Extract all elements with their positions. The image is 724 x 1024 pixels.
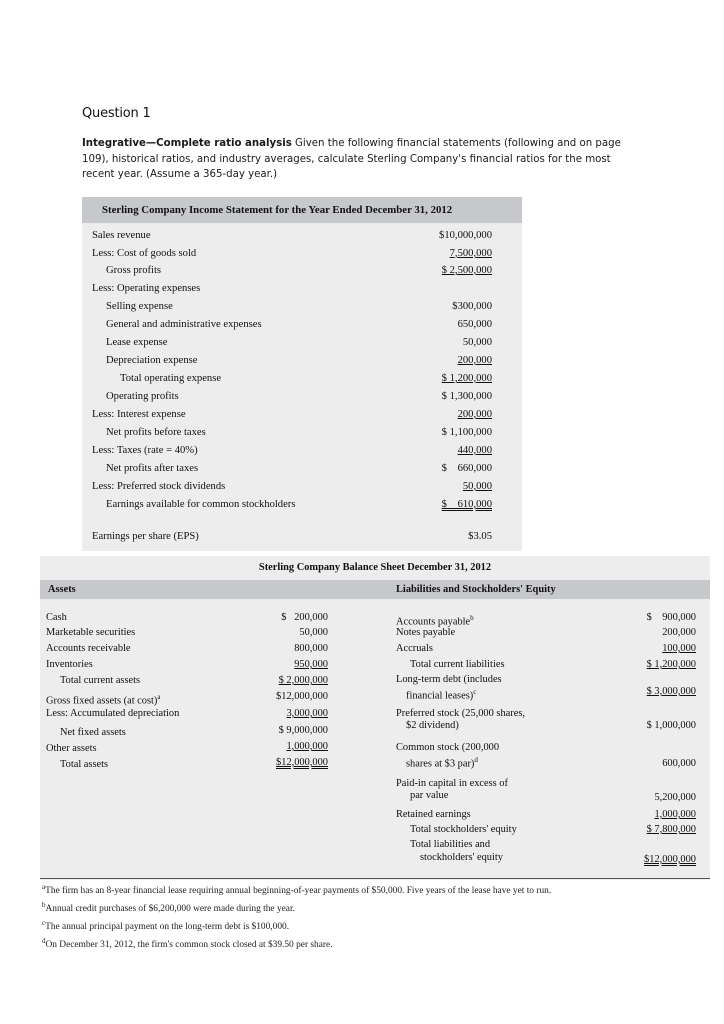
income-row [82,317,522,333]
liability-label-text: shares at $3 par) [406,758,475,770]
income-value: 200,000 [457,409,492,420]
income-value: $300,000 [452,301,492,312]
income-value: $3.05 [468,531,492,542]
footnote-text: Annual credit purchases of $6,200,000 were made during the year. [45,904,295,915]
liability-value: 100,000 [662,643,696,654]
income-row [82,425,522,441]
asset-value: $12,000,000 [276,757,328,768]
liability-value: 1,000,000 [654,809,696,820]
asset-value: $ 2,000,000 [278,675,328,686]
income-label: General and administrative expenses [106,319,262,330]
income-value: $ 1,100,000 [441,427,492,438]
footnote [42,880,702,898]
footnote [42,934,702,952]
income-value: $ 2,500,000 [441,265,492,276]
asset-label: Accounts receivable [46,643,131,654]
footnote-mark: d [474,756,478,764]
income-label: Total operating expense [120,373,222,384]
income-label: Less: Interest expense [92,409,186,420]
footnote-mark: b [470,614,474,622]
liability-value: 5,200,000 [654,792,696,803]
liability-label-text: financial leases) [406,690,474,702]
asset-value: 1,000,000 [286,741,328,752]
liability-value: $ 1,200,000 [646,659,696,670]
income-row [82,299,522,315]
income-statement [82,197,522,551]
liability-value: $ 1,000,000 [646,720,696,731]
liability-value: $ 7,800,000 [646,824,696,835]
liability-value: $ 3,000,000 [646,686,696,697]
liability-value: 600,000 [662,758,696,769]
footnote-text: On December 31, 2012, the firm's common stock closed at $39.50 per share. [45,940,333,951]
liability-label [406,753,478,771]
question-lead: Integrative—Complete ratio analysis [82,138,292,149]
assets-header: Assets [48,584,76,595]
income-statement-title: Sterling Company Income Statement for the Year Ended December 31, 2012 [82,197,522,223]
balance-sheet-title: Sterling Company Balance Sheet December 31, 2012 [258,562,492,573]
income-row [82,497,522,513]
income-row [82,263,522,279]
income-row [82,443,522,459]
income-label: Less: Preferred stock dividends [92,481,226,492]
income-label: Sales revenue [92,230,151,241]
balance-sheet [40,556,710,880]
income-row [82,529,522,545]
asset-label: Marketable securities [46,627,136,638]
asset-label [46,690,161,708]
income-label: Net profits after taxes [106,463,199,474]
income-label: Less: Taxes (rate = 40%) [92,445,198,456]
liability-label: par value [410,790,449,801]
income-row [82,371,522,387]
liability-label: Total current liabilities [410,659,505,670]
income-value: $ 610,000 [441,499,492,510]
income-label: Depreciation expense [106,355,198,366]
income-value: $ 1,200,000 [441,373,492,384]
asset-value: 3,000,000 [286,708,328,719]
footnote-divider [40,878,710,879]
income-value: 650,000 [457,319,492,330]
footnote [42,898,702,916]
footnote-mark: c [42,919,46,928]
asset-value: $ 200,000 [281,612,328,623]
income-row [82,461,522,477]
income-label: Less: Cost of goods sold [92,248,197,259]
footnote-mark: b [42,901,46,910]
footnote-mark: a [42,883,46,891]
liability-label: stockholders' equity [420,852,503,863]
footnote-mark: c [473,688,477,696]
income-label: Less: Operating expenses [92,283,201,294]
income-label: Selling expense [106,301,173,312]
liability-label: Preferred stock (25,000 shares, [396,708,525,719]
liability-label: Common stock (200,000 [396,742,500,753]
income-value: 200,000 [457,355,492,366]
income-value: 50,000 [462,481,492,492]
asset-label: Inventories [46,659,93,670]
income-label: Gross profits [106,265,162,276]
question-body: Given the following financial statements (following and on page 109), historical ratios, and industry averages, calculate Sterling Company's financial ratios for the most recent year. (Assume a 365-day year.) [82,138,621,180]
income-value: $10,000,000 [439,230,492,241]
footnote [42,916,702,934]
asset-label: Total assets [60,759,109,770]
liability-label: Total liabilities and [410,839,491,850]
income-value: $ 660,000 [441,463,492,474]
income-label: Operating profits [106,391,179,402]
income-value: 440,000 [457,445,492,456]
asset-label-text: Gross fixed assets (at cost) [46,695,158,707]
liabilities-header: Liabilities and Stockholders' Equity [396,584,556,595]
liability-label: Retained earnings [396,809,471,820]
footnote-text: The annual principal payment on the long-term debt is $100,000. [45,922,290,933]
asset-value: $12,000,000 [276,691,328,702]
income-value: 50,000 [462,337,492,348]
asset-value: 50,000 [299,627,328,638]
income-row [82,479,522,495]
income-label: Earnings available for common stockholders [106,499,296,510]
footnote-mark: a [157,693,161,701]
footnotes [42,880,702,953]
question-text [82,136,642,183]
income-row [82,228,522,244]
income-row [82,389,522,405]
liability-label: Total stockholders' equity [410,824,517,835]
income-value: $ 1,300,000 [441,391,492,402]
asset-value: 800,000 [294,643,328,654]
asset-label: Cash [46,612,67,623]
asset-label: Net fixed assets [60,727,126,738]
liability-label [406,685,476,703]
income-label: Earnings per share (EPS) [92,531,199,542]
liability-value: $ 900,000 [646,612,696,623]
asset-label: Total current assets [60,675,141,686]
income-row [82,246,522,262]
asset-label: Less: Accumulated depreciation [46,708,180,719]
income-label: Lease expense [106,337,168,348]
income-row [82,353,522,369]
liability-label: Long-term debt (includes [396,674,502,685]
income-label: Net profits before taxes [106,427,206,438]
income-row [82,335,522,351]
footnote-mark: d [42,937,46,946]
liability-label: Paid-in capital in excess of [396,778,508,789]
liability-label: Accruals [396,643,433,654]
asset-value: $ 9,000,000 [278,725,328,736]
footnote-text: The firm has an 8-year financial lease requiring annual beginning-of-year payments of $50,000. Five years of the lease have yet to run. [45,886,552,897]
income-row [82,281,522,297]
question-title: Question 1 [82,106,151,121]
income-row [82,407,522,423]
income-value: 7,500,000 [449,248,492,259]
liability-value: 200,000 [662,627,696,638]
liability-label: $2 dividend) [406,720,459,731]
balance-sheet-header [40,580,710,599]
liability-value: $12,000,000 [644,854,696,865]
liability-label: Notes payable [396,627,456,638]
asset-label: Other assets [46,743,97,754]
liability-label-text: Accounts payable [396,616,471,628]
asset-value: 950,000 [294,659,328,670]
